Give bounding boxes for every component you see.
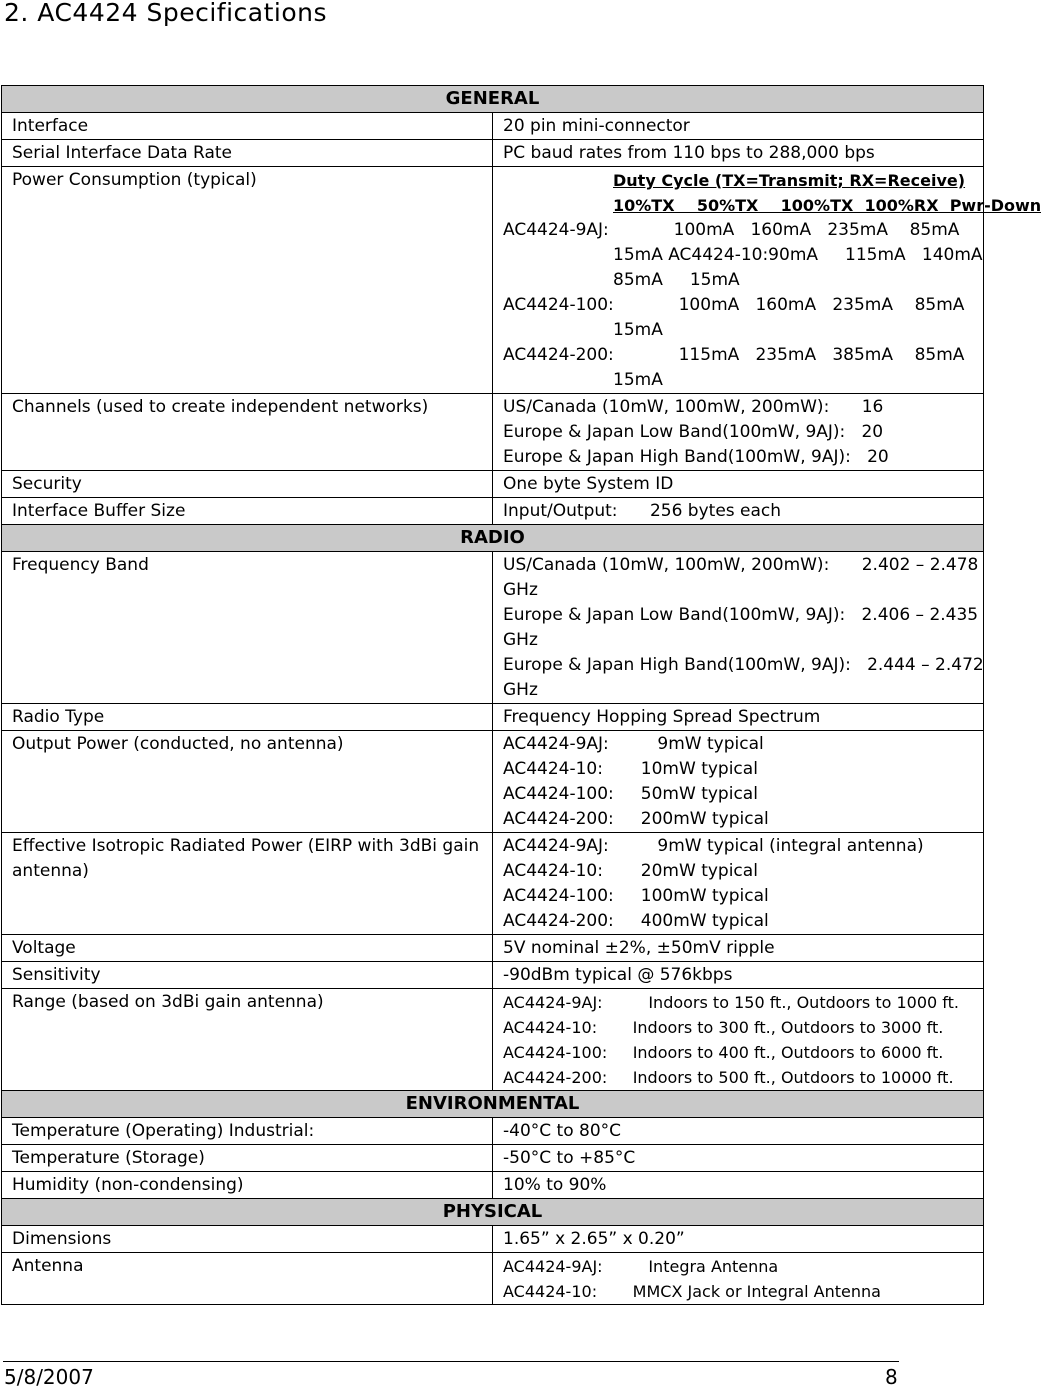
range-line: AC4424-100: Indoors to 400 ft., Outdoors to 6000 ft. [503,1043,944,1062]
frequency-line: Europe & Japan Low Band(100mW, 9AJ): 2.406 – 2.435 [503,605,979,625]
spec-value: 20 pin mini-connector [493,113,984,140]
spec-label: Humidity (non-condensing) [2,1172,493,1199]
power-line: AC4424-200: 115mA 235mA 385mA 85mA [503,345,965,365]
section-header-general: GENERAL [2,86,984,113]
spec-label: Interface [2,113,493,140]
spec-value [493,167,1041,394]
spec-label: Serial Interface Data Rate [2,140,493,167]
channel-line: Europe & Japan High Band(100mW, 9AJ): 20 [503,447,889,467]
spec-label: Antenna [2,1253,493,1305]
spec-label: Sensitivity [2,962,493,989]
spec-value [493,989,984,1091]
spec-label: Range (based on 3dBi gain antenna) [2,989,493,1091]
table-row [2,167,984,394]
table-row [2,113,984,140]
spec-value: -50°C to +85°C [493,1145,984,1172]
power-line: 15mA AC4424-10:90mA 115mA 140mA [613,245,983,265]
table-row [2,471,984,498]
spec-value [493,552,984,704]
spec-label: Interface Buffer Size [2,498,493,525]
range-line: AC4424-200: Indoors to 500 ft., Outdoors to 10000 ft. [503,1068,954,1087]
spec-label: Dimensions [2,1226,493,1253]
eirp-line: AC4424-9AJ: 9mW typical (integral antenna) [503,836,924,856]
frequency-line: GHz [503,680,538,700]
spec-value: 10% to 90% [493,1172,984,1199]
spec-value: Frequency Hopping Spread Spectrum [493,704,984,731]
duty-cycle-title: Duty Cycle (TX=Transmit; RX=Receive) [613,171,966,190]
spec-value: 5V nominal ±2%, ±50mV ripple [493,935,984,962]
power-line: AC4424-100: 100mA 160mA 235mA 85mA [503,295,965,315]
table-row [2,1172,984,1199]
table-row [2,1253,984,1305]
power-line: 15mA [613,320,663,340]
output-power-line: AC4424-200: 200mW typical [503,809,769,829]
footer-date: 5/8/2007 [4,1365,94,1389]
spec-value: One byte System ID [493,471,984,498]
power-line: 15mA [613,370,663,390]
table-row [2,140,984,167]
page-title: 2. AC4424 Specifications [4,0,328,27]
table-row [2,989,984,1091]
spec-value: PC baud rates from 110 bps to 288,000 bps [493,140,984,167]
spec-value: Input/Output: 256 bytes each [493,498,984,525]
table-row [2,498,984,525]
eirp-line: AC4424-100: 100mW typical [503,886,769,906]
spec-label: Security [2,471,493,498]
power-line: 85mA 15mA [613,270,740,290]
spec-value [493,1253,984,1305]
antenna-line: AC4424-9AJ: Integra Antenna [503,1257,779,1276]
table-row [2,394,984,471]
section-header-physical: PHYSICAL [2,1199,984,1226]
spec-label: Channels (used to create independent networks) [2,394,493,471]
section-header-radio: RADIO [2,525,984,552]
eirp-line: AC4424-10: 20mW typical [503,861,758,881]
spec-label: Temperature (Operating) Industrial: [2,1118,493,1145]
output-power-line: AC4424-10: 10mW typical [503,759,758,779]
spec-table [1,85,1041,1305]
frequency-line: GHz [503,580,538,600]
spec-value [493,394,984,471]
frequency-line: Europe & Japan High Band(100mW, 9AJ): 2.444 – 2.472 [503,655,984,675]
range-line: AC4424-9AJ: Indoors to 150 ft., Outdoors to 1000 ft. [503,993,959,1012]
table-row [2,962,984,989]
table-row [2,552,984,704]
frequency-line: GHz [503,630,538,650]
spec-label: Effective Isotropic Radiated Power (EIRP with 3dBi gain antenna) [2,833,493,935]
output-power-line: AC4424-9AJ: 9mW typical [503,734,764,754]
table-row [2,1145,984,1172]
eirp-line: AC4424-200: 400mW typical [503,911,769,931]
channel-line: US/Canada (10mW, 100mW, 200mW): 16 [503,397,884,417]
footer-divider [3,1361,899,1362]
table-row [2,704,984,731]
channel-line: Europe & Japan Low Band(100mW, 9AJ): 20 [503,422,884,442]
spec-value: -40°C to 80°C [493,1118,984,1145]
spec-label: Radio Type [2,704,493,731]
antenna-line: AC4424-10: MMCX Jack or Integral Antenna [503,1282,881,1301]
page-number: 8 [885,1365,898,1389]
spec-value [493,833,984,935]
output-power-line: AC4424-100: 50mW typical [503,784,758,804]
spec-value: 1.65” x 2.65” x 0.20” [493,1226,984,1253]
spec-value [493,731,984,833]
frequency-line: US/Canada (10mW, 100mW, 200mW): 2.402 – 2.478 [503,555,979,575]
table-row [2,833,984,935]
table-row [2,1118,984,1145]
spec-label: Temperature (Storage) [2,1145,493,1172]
power-line: AC4424-9AJ: 100mA 160mA 235mA 85mA [503,220,960,240]
range-line: AC4424-10: Indoors to 300 ft., Outdoors to 3000 ft. [503,1018,944,1037]
spec-label: Power Consumption (typical) [2,167,493,394]
table-row [2,935,984,962]
spec-label: Output Power (conducted, no antenna) [2,731,493,833]
section-header-environmental: ENVIRONMENTAL [2,1091,984,1118]
spec-label: Frequency Band [2,552,493,704]
duty-cycle-columns: 10%TX 50%TX 100%TX 100%RX Pwr-Down [613,196,1041,215]
table-row [2,731,984,833]
spec-label: Voltage [2,935,493,962]
table-row [2,1226,984,1253]
spec-value: -90dBm typical @ 576kbps [493,962,984,989]
